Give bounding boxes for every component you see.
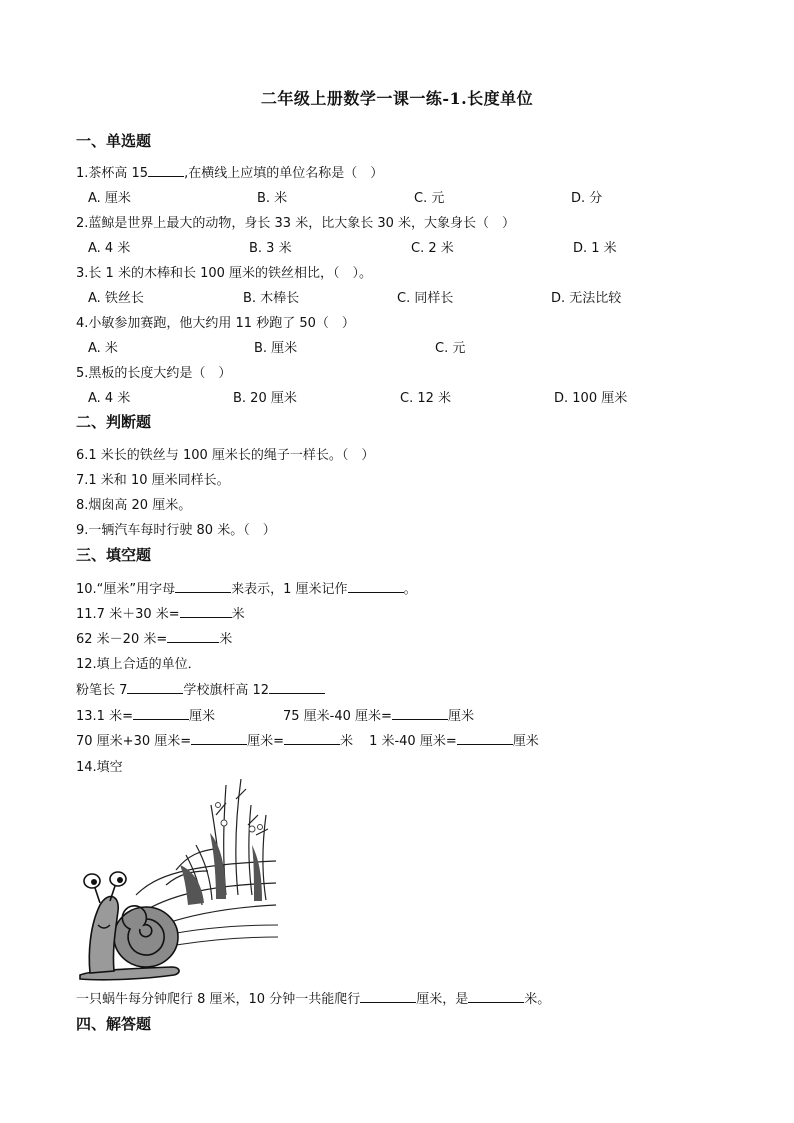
answer-blank[interactable] — [360, 990, 416, 1003]
q5-option-b[interactable]: B. 20 厘米 — [233, 391, 297, 406]
q3-option-d[interactable]: D. 无法比较 — [551, 291, 622, 306]
question-2: 2.蓝鲸是世界上最大的动物，身长 33 米，比大象长 30 米，大象身长（ ） — [76, 216, 516, 231]
question-13-line-1: 13.1 米= 厘米 75 厘米-40 厘米= 厘米 — [76, 709, 474, 724]
section-word-problems: 四、解答题 — [76, 1015, 152, 1033]
q4-option-a[interactable]: A. 米 — [88, 341, 118, 356]
question-10: 10.“厘米”用字母 来表示，1 厘米记作 。 — [76, 582, 417, 597]
answer-blank[interactable] — [457, 732, 513, 745]
answer-blank[interactable] — [133, 707, 189, 720]
answer-blank[interactable] — [348, 580, 404, 593]
answer-blank[interactable] — [148, 164, 184, 177]
q3-option-c[interactable]: C. 同样长 — [397, 291, 454, 306]
q4-option-c[interactable]: C. 元 — [435, 341, 466, 356]
question-14: 14.填空 — [76, 760, 123, 775]
section-true-false: 二、判断题 — [76, 413, 152, 431]
q1-option-b[interactable]: B. 米 — [257, 191, 288, 206]
snail-grass-illustration — [76, 775, 278, 983]
question-13-line-2: 70 厘米+30 厘米= 厘米= 米 1 米-40 厘米= 厘米 — [76, 734, 539, 749]
q5-option-a[interactable]: A. 4 米 — [88, 391, 131, 406]
answer-blank[interactable] — [269, 681, 325, 694]
question-12: 12.填上合适的单位． — [76, 657, 201, 672]
question-14-line: 一只蜗牛每分钟爬行 8 厘米，10 分钟一共能爬行 厘米，是 米。 — [76, 992, 551, 1007]
answer-blank[interactable] — [191, 732, 247, 745]
question-5: 5.黑板的长度大约是（ ） — [76, 366, 232, 381]
question-1: 1.茶杯高 15 ,在横线上应填的单位名称是（ ） — [76, 166, 384, 181]
q2-option-a[interactable]: A. 4 米 — [88, 241, 131, 256]
answer-blank[interactable] — [127, 681, 183, 694]
q2-option-d[interactable]: D. 1 米 — [573, 241, 617, 256]
question-8: 8.烟囱高 20 厘米。 — [76, 498, 192, 513]
question-4: 4.小敏参加赛跑，他大约用 11 秒跑了 50（ ） — [76, 316, 355, 331]
question-7: 7.1 米和 10 厘米同样长。 — [76, 473, 230, 488]
section-single-choice: 一、单选题 — [76, 132, 152, 150]
q2-option-c[interactable]: C. 2 米 — [411, 241, 454, 256]
q2-option-b[interactable]: B. 3 米 — [249, 241, 292, 256]
answer-blank[interactable] — [468, 990, 524, 1003]
q3-option-a[interactable]: A. 铁丝长 — [88, 291, 144, 306]
answer-blank[interactable] — [175, 580, 231, 593]
question-6: 6.1 米长的铁丝与 100 厘米长的绳子一样长。（ ） — [76, 448, 375, 463]
answer-blank[interactable] — [167, 630, 219, 643]
page-title: 二年级上册数学一课一练-1.长度单位 — [260, 89, 534, 108]
q5-option-c[interactable]: C. 12 米 — [400, 391, 452, 406]
q1-option-c[interactable]: C. 元 — [414, 191, 445, 206]
q1-option-d[interactable]: D. 分 — [571, 191, 603, 206]
q1-option-a[interactable]: A. 厘米 — [88, 191, 131, 206]
q3-option-b[interactable]: B. 木棒长 — [243, 291, 300, 306]
question-11-line-1: 11.7 米＋30 米= 米 — [76, 607, 245, 622]
q5-option-d[interactable]: D. 100 厘米 — [554, 391, 628, 406]
answer-blank[interactable] — [180, 605, 232, 618]
answer-blank[interactable] — [392, 707, 448, 720]
question-9: 9.一辆汽车每时行驶 80 米。（ ） — [76, 523, 276, 538]
question-12-line: 粉笔长 7 学校旗杆高 12 — [76, 679, 325, 698]
question-11-line-2: 62 米－20 米= 米 — [76, 632, 233, 647]
question-3: 3.长 1 米的木棒和长 100 厘米的铁丝相比，（ ）。 — [76, 266, 373, 281]
q4-option-b[interactable]: B. 厘米 — [254, 341, 298, 356]
answer-blank[interactable] — [284, 732, 340, 745]
section-fill-in: 三、填空题 — [76, 546, 152, 564]
